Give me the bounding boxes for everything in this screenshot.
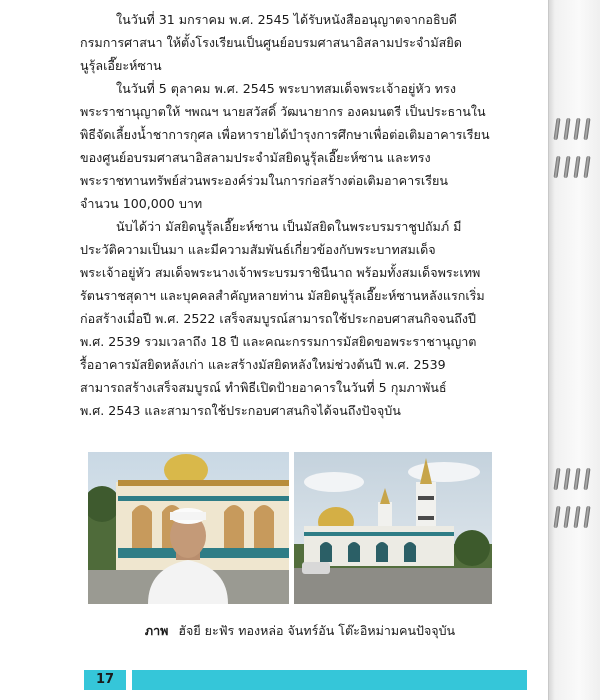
spiral-binding	[548, 0, 600, 700]
paragraph-1	[80, 8, 508, 77]
text-line: กรมการศาสนา ให้ตั้งโรงเรียนเป็นศูนย์อบรมศาสนาอิสลามประจำมัสยิด	[80, 35, 462, 50]
text-line: ประวัติความเป็นมา และมีความสัมพันธ์เกี่ยวข้องกับพระบาทสมเด็จ	[80, 242, 436, 257]
page-number: 17	[84, 670, 126, 690]
photo-imam	[88, 452, 289, 604]
text-line: พิธีจัดเลี้ยงน้ำชาการกุศล เพื่อหารายได้บำรุงการศึกษาเพื่อต่อเติมอาคารเรียน	[80, 127, 490, 142]
paragraph-2	[80, 77, 508, 215]
text-line: สามารถสร้างเสร็จสมบูรณ์ ทำพิธีเปิดป้ายอาคารในวันที่ 5 กุมภาพันธ์	[80, 380, 447, 395]
footer-bar	[132, 670, 527, 690]
photo-row	[88, 452, 492, 604]
text-line: พระเจ้าอยู่หัว สมเด็จพระนางเจ้าพระบรมราชินีนาถ พร้อมทั้งสมเด็จพระเทพ	[80, 265, 481, 280]
caption-label: ภาพ	[144, 623, 169, 638]
body-text	[80, 8, 508, 422]
text-line: ก่อสร้างเมื่อปี พ.ศ. 2522 เสร็จสมบูรณ์สามารถใช้ประกอบศาสนกิจจนถึงปี	[80, 311, 476, 326]
text-line: พระราชทานทรัพย์ส่วนพระองค์ร่วมในการก่อสร้างต่อเติมอาคารเรียน	[80, 173, 448, 188]
text-line: พ.ศ. 2539 รวมเวลาถึง 18 ปี และคณะกรรมการมัสยิดขอพระราชานุญาต	[80, 334, 477, 349]
text-line: รัตนราชสุดาฯ และบุคคลสำคัญหลายท่าน มัสยิดนูรุ้ลเอี๊ยะห์ซานหลังแรกเริ่ม	[80, 288, 485, 303]
text-line: จำนวน 100,000 บาท	[80, 196, 203, 211]
text-line: รื้ออาคารมัสยิดหลังเก่า และสร้างมัสยิดหลังใหม่ช่วงต้นปี พ.ศ. 2539	[80, 357, 446, 372]
text-line: ในวันที่ 31 มกราคม พ.ศ. 2545 ได้รับหนังสืออนุญาตจากอธิบดี	[116, 12, 457, 27]
photo-caption	[0, 621, 600, 641]
text-line: ของศูนย์อบรมศาสนาอิสลามประจำมัสยิดนูรุ้ลเอี๊ยะห์ซาน และทรง	[80, 150, 431, 165]
text-line: นับได้ว่า มัสยิดนูรุ้ลเอี๊ยะห์ซาน เป็นมัสยิดในพระบรมราชูปถัมภ์ มี	[116, 219, 462, 234]
caption-text: ฮัจยี ยะฟัร ทองหล่อ จันทร์อัน โต๊ะอิหม่ามคนปัจจุบัน	[178, 623, 456, 638]
paragraph-3	[80, 215, 508, 422]
text-line: ในวันที่ 5 ตุลาคม พ.ศ. 2545 พระบาทสมเด็จพระเจ้าอยู่หัว ทรง	[116, 81, 456, 96]
photo-mosque	[294, 452, 492, 604]
text-line: นูรุ้ลเอี๊ยะห์ซาน	[80, 58, 162, 73]
text-line: พระราชานุญาตให้ ฯพณฯ นายสวัสดิ์ วัฒนายากร องคมนตรี เป็นประธานใน	[80, 104, 486, 119]
text-line: พ.ศ. 2543 และสามารถใช้ประกอบศาสนกิจได้จนถึงปัจจุบัน	[80, 403, 401, 418]
